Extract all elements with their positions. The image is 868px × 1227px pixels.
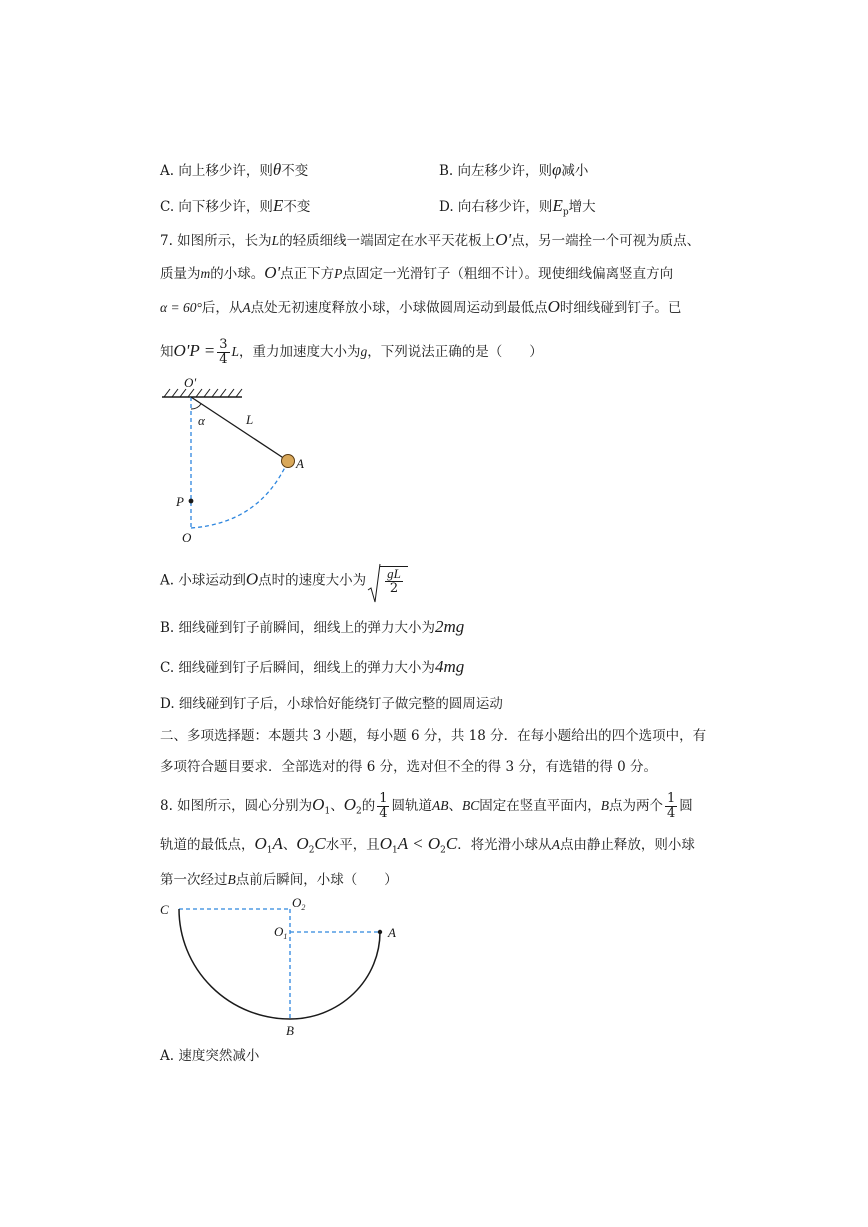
label-A: A [296, 456, 304, 471]
q6-option-b-symbol: φ [552, 160, 562, 179]
q8-option-a-text: A. 速度突然减小 [160, 1048, 260, 1064]
q7-option-a-text: A. 小球运动到 [160, 572, 246, 589]
q6-option-c [160, 196, 310, 217]
sqrt-numerator: gL [387, 566, 401, 581]
q8-stem-line-1 [160, 792, 693, 822]
q8-sub: 1 [392, 845, 398, 856]
q8-var-O1A: A [272, 834, 283, 853]
q7-var-L: L [271, 233, 280, 248]
sqrt-expression [368, 566, 408, 596]
label-P: P [176, 494, 184, 509]
q7-var-OP: O'P = [173, 341, 216, 360]
q8-var-A: A [551, 837, 560, 852]
section-2-heading-line-1 [160, 726, 706, 746]
q8-text: 圆轨道 [391, 798, 432, 814]
label-O-prime: O' [184, 375, 197, 390]
sqrt-denominator: 2 [389, 581, 399, 596]
q6-option-a-label: A. 向上移少许，则 [160, 163, 273, 179]
q6-option-d-subscript: p [562, 207, 569, 218]
q7-text: 点处无初速度释放小球，小球做圆周运动到最低点 [250, 300, 548, 316]
nail-point [189, 499, 194, 504]
ball-icon [282, 455, 295, 468]
q8-fraction-numerator: 1 [667, 791, 676, 806]
q6-option-d-symbol: E [552, 196, 563, 215]
q8-stem-line-3 [160, 870, 398, 890]
q8-text: 圆 [679, 798, 693, 814]
q8-text: 、 [282, 837, 297, 853]
q7-var-L: L [231, 344, 240, 359]
q7-text: 质量为 [160, 266, 201, 282]
sqrt-radical-icon [368, 564, 380, 604]
q8-inequality: A < O [397, 834, 441, 853]
q7-option-a-text: 点时的速度大小为 [258, 572, 367, 589]
q8-text: 固定在竖直平面内， [479, 798, 601, 814]
q8-text: 点前后瞬间，小球（ ） [235, 872, 398, 888]
q7-text: 知 [160, 344, 174, 360]
q8-fraction [665, 792, 677, 821]
q8-inequality: O [379, 834, 393, 853]
q6-option-d-tail: 增大 [568, 199, 596, 215]
q7-text: 后，从 [201, 300, 243, 316]
swing-arc [191, 461, 288, 528]
label-O: O [182, 530, 192, 545]
label-B: B [286, 1023, 294, 1038]
q7-stem-line-2 [160, 263, 673, 284]
q7-text: 7. 如图所示，长为 [160, 233, 272, 249]
q8-sub: 2 [308, 845, 315, 856]
q8-text: ．将光滑小球从 [457, 837, 552, 853]
q8-var-O1: O [312, 795, 325, 814]
q8-text: 轨道的最低点， [160, 837, 255, 853]
sqrt-fraction [385, 567, 403, 596]
label-O2: $O_2$ [292, 895, 306, 912]
q7-fraction [217, 338, 229, 367]
q6-option-d [439, 196, 596, 223]
q7-fraction-numerator: 3 [219, 337, 228, 352]
q8-sub: 2 [355, 806, 362, 817]
q7-option-b-text: B. 细线碰到钉子前瞬间，细线上的弹力大小为 [160, 620, 436, 636]
q7-stem-line-1 [160, 230, 700, 251]
q8-fraction [377, 792, 389, 821]
q7-option-c-text: C. 细线碰到钉子后瞬间，细线上的弹力大小为 [160, 660, 435, 676]
q8-option-a [160, 1046, 259, 1066]
q7-option-c [160, 657, 464, 678]
q8-text: 8. 如图所示，圆心分别为 [160, 798, 313, 814]
angle-arc [191, 404, 201, 409]
label-L: L [246, 412, 254, 427]
q8-text: 点为两个 [609, 798, 663, 814]
q8-sub: 1 [324, 806, 331, 817]
q8-fraction-denominator: 4 [667, 806, 676, 821]
q6-option-c-label: C. 向下移少许，则 [160, 199, 273, 215]
q7-var-A: A [242, 300, 251, 315]
q8-track-figure [150, 895, 410, 1045]
q7-text: 点固定一光滑钉子（粗细不计）。现使细线偏离竖直方向 [342, 266, 674, 282]
q8-text: 、 [448, 798, 462, 814]
q8-sub: 2 [440, 845, 446, 856]
q8-text: 水平，且 [325, 837, 380, 853]
q7-option-d [160, 694, 503, 714]
section-2-text: 二、多项选择题：本题共 3 小题，每小题 6 分，共 18 分．在每小题给出的四个选项中，有 [160, 728, 707, 744]
label-alpha: α [198, 413, 205, 428]
q7-stem-line-3 [160, 297, 681, 318]
label-C: C [160, 902, 169, 917]
label-O1: $O_1$ [274, 924, 288, 941]
q8-stem-line-2 [160, 834, 695, 861]
label-A: A [388, 925, 396, 940]
q8-fraction-denominator: 4 [379, 806, 388, 821]
q8-sub: 1 [266, 845, 273, 856]
q6-option-d-label: D. 向右移少许，则 [439, 199, 553, 215]
q8-text: 、 [330, 798, 344, 814]
q7-stem-line-4 [160, 338, 543, 367]
q6-option-b [439, 160, 588, 181]
q8-text: 点由静止释放，则小球 [559, 837, 695, 853]
q8-var-O1A: O [254, 834, 267, 853]
q7-text: ，重力加速度大小为 [239, 344, 361, 360]
q8-text: 的 [361, 798, 376, 814]
q7-option-a-var-O: O [245, 569, 259, 589]
q7-var-O-prime: O' [495, 230, 512, 249]
q7-fraction-denominator: 4 [219, 352, 228, 367]
q6-option-b-label: B. 向左移少许，则 [439, 163, 553, 179]
q7-text: ，下列说法正确的是（ ） [367, 344, 543, 360]
q7-option-c-value: 4mg [434, 657, 465, 676]
q7-var-alpha: α = 60° [160, 300, 202, 315]
point-A [378, 930, 382, 934]
ceiling-hatching [164, 389, 242, 397]
q7-option-a [160, 566, 408, 596]
q8-var-O2C: C [314, 834, 326, 853]
q8-var-O2: O [343, 795, 356, 814]
q7-option-b [160, 617, 464, 638]
q7-var-g: g [360, 344, 368, 359]
q7-text: 时细线碰到钉子。已 [559, 300, 682, 316]
q6-option-a [160, 160, 308, 181]
q7-text: 的轻质细线一端固定在水平天花板上 [279, 233, 496, 249]
q8-var-B: B [227, 872, 236, 887]
q8-var-AB: AB [431, 798, 449, 813]
q7-var-O: O [547, 297, 560, 316]
q8-fraction-numerator: 1 [379, 791, 388, 806]
q7-var-P: P [334, 266, 343, 281]
q7-var-m: m [200, 266, 211, 281]
q8-var-BC: BC [461, 798, 480, 813]
track-AB [290, 932, 380, 1019]
q6-option-c-symbol: E [272, 196, 284, 215]
q6-option-c-tail: 不变 [283, 199, 311, 215]
q6-option-b-tail: 减小 [561, 163, 589, 179]
q8-text: 第一次经过 [160, 872, 228, 888]
q8-var-B: B [600, 798, 609, 813]
q7-text: 点正下方 [280, 266, 335, 282]
q7-var-O-prime: O' [264, 263, 281, 282]
pendulum-string [191, 397, 288, 461]
q7-pendulum-figure [150, 375, 320, 550]
q8-inequality: C [445, 834, 458, 853]
section-2-heading-line-2 [160, 757, 657, 777]
q7-option-b-value: 2mg [435, 617, 465, 636]
q7-option-d-text: D. 细线碰到钉子后，小球恰好能绕钉子做完整的圆周运动 [160, 696, 503, 712]
q7-text: 的小球。 [210, 266, 265, 282]
q8-var-O2C: O [296, 834, 309, 853]
section-2-text: 多项符合题目要求．全部选对的得 6 分，选对但不全的得 3 分，有选错的得 0 分。 [160, 759, 658, 775]
q6-option-a-symbol: θ [272, 160, 282, 179]
q7-text: 点，另一端拴一个可视为质点、 [511, 233, 701, 249]
q6-option-a-tail: 不变 [281, 163, 309, 179]
